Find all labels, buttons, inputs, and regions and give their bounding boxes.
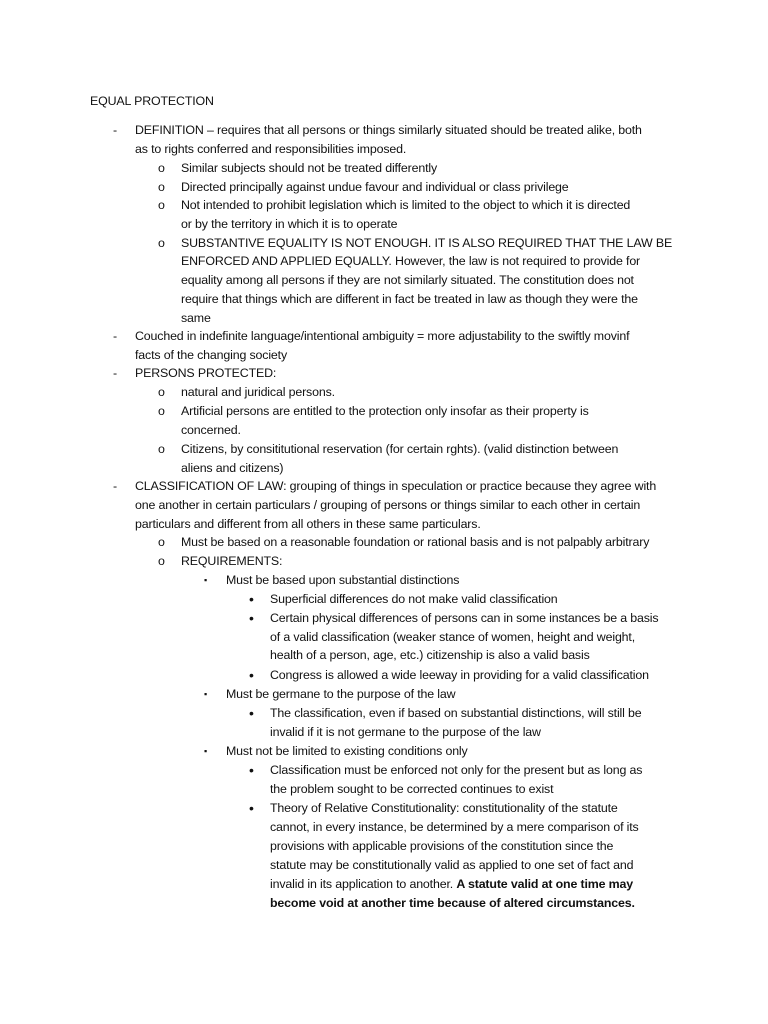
text-line: Classification must be enforced not only for the present but as long as — [270, 763, 643, 777]
text-line: concerned. — [181, 423, 241, 437]
text-line: Not intended to prohibit legislation which is limited to the object to which it is directed — [181, 198, 631, 212]
text-line: health of a person, age, etc.) citizenship is also a valid basis — [270, 648, 590, 662]
circle-marker: o — [158, 198, 165, 212]
circle-marker: o — [158, 236, 165, 250]
dash-marker: - — [113, 479, 118, 493]
text-line: Citizens, by consititutional reservation (for certain rghts). (valid distinction between — [181, 442, 619, 456]
text-line: the problem sought to be corrected continues to exist — [270, 782, 554, 796]
text-line: statute may be constitutionally valid as applied to one set of fact and — [270, 858, 634, 872]
text-line: require that things which are different in fact be treated in law as though they were the — [181, 292, 638, 306]
square-marker: ▪ — [204, 689, 208, 699]
circle-marker: o — [158, 385, 165, 399]
dot-marker: • — [249, 667, 254, 683]
text-span: invalid in its application to another. — [270, 877, 454, 891]
text-line: Directed principally against undue favour and individual or class privilege — [181, 180, 569, 194]
page-title: EQUAL PROTECTION — [90, 94, 214, 108]
bold-text-span: A statute valid at one time may — [456, 877, 634, 891]
text-line: SUBSTANTIVE EQUALITY IS NOT ENOUGH. IT IS ALSO REQUIRED THAT THE LAW BE — [181, 236, 673, 250]
text-line: Must not be limited to existing conditions only — [226, 744, 468, 758]
text-line: Similar subjects should not be treated differently — [181, 161, 438, 175]
text-line: same — [181, 311, 211, 325]
text-line: particulars and different from all others in these same particulars. — [135, 517, 481, 531]
square-marker: ▪ — [204, 746, 208, 756]
text-line: Must be germane to the purpose of the law — [226, 687, 456, 701]
dash-marker: - — [113, 329, 118, 343]
dot-marker: • — [249, 705, 254, 721]
text-line: Theory of Relative Constitutionality: constitutionality of the statute — [270, 801, 618, 815]
dot-marker: • — [249, 800, 254, 816]
text-line: cannot, in every instance, be determined by a mere comparison of its — [270, 820, 639, 834]
dot-marker: • — [249, 762, 254, 778]
circle-marker: o — [158, 161, 165, 175]
text-line: ENFORCED AND APPLIED EQUALLY. However, the law is not required to provide for — [181, 254, 641, 268]
text-line: Must be based upon substantial distinctions — [226, 573, 460, 587]
text-line: equality among all persons if they are not similarly situated. The constitution does not — [181, 273, 634, 287]
dot-marker: • — [249, 591, 254, 607]
text-line: natural and juridical persons. — [181, 385, 335, 399]
text-line: Superficial differences do not make valid classification — [270, 592, 558, 606]
text-line: Artificial persons are entitled to the protection only insofar as their property is — [181, 404, 589, 418]
text-line: of a valid classification (weaker stance of women, height and weight, — [270, 630, 636, 644]
text-line: provisions with applicable provisions of the constitution since the — [270, 839, 614, 853]
text-line: as to rights conferred and responsibilities imposed. — [135, 142, 407, 156]
circle-marker: o — [158, 554, 165, 568]
circle-marker: o — [158, 535, 165, 549]
text-line: one another in certain particulars / grouping of persons or things similar to each other in certain — [135, 498, 641, 512]
text-line: Must be based on a reasonable foundation or rational basis and is not palpably arbitrary — [181, 535, 650, 549]
text-line: The classification, even if based on substantial distinctions, will still be — [270, 706, 642, 720]
text-line: Certain physical differences of persons can in some instances be a basis — [270, 611, 659, 625]
bold-text-line: become void at another time because of altered circumstances. — [270, 896, 635, 910]
text-line: Couched in indefinite language/intentional ambiguity = more adjustability to the swiftly movinf — [135, 329, 630, 343]
circle-marker: o — [158, 180, 165, 194]
circle-marker: o — [158, 404, 165, 418]
circle-marker: o — [158, 442, 165, 456]
dash-marker: - — [113, 366, 118, 380]
text-line: DEFINITION – requires that all persons or things similarly situated should be treated alike, both — [135, 123, 642, 137]
square-marker: ▪ — [204, 575, 208, 585]
text-line: or by the territory in which it is to operate — [181, 217, 398, 231]
text-line: REQUIREMENTS: — [181, 554, 283, 568]
text-line: CLASSIFICATION OF LAW: grouping of things in speculation or practice because they agree with — [135, 479, 657, 493]
text-line: Congress is allowed a wide leeway in providing for a valid classification — [270, 668, 649, 682]
text-line: aliens and citizens) — [181, 461, 284, 475]
dash-marker: - — [113, 123, 118, 137]
dot-marker: • — [249, 610, 254, 626]
text-line: invalid if it is not germane to the purpose of the law — [270, 725, 541, 739]
text-line — [270, 875, 633, 894]
text-line: facts of the changing society — [135, 348, 288, 362]
text-line: PERSONS PROTECTED: — [135, 366, 277, 380]
